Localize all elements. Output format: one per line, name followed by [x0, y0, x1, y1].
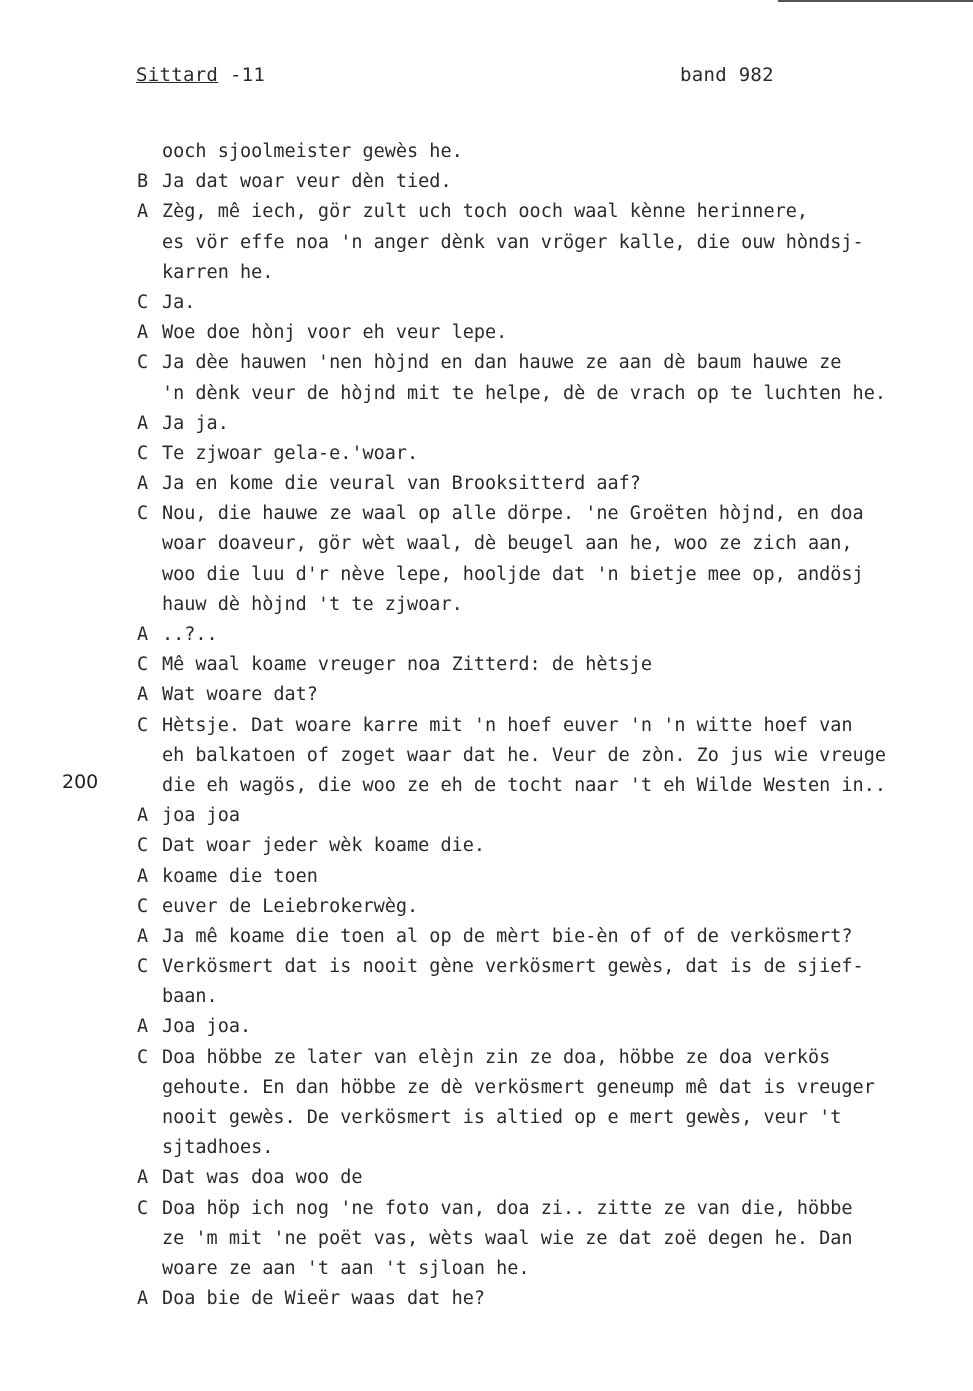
line-text: joa joa	[162, 805, 240, 827]
transcript-line	[0, 499, 973, 529]
speaker-label: C	[137, 442, 149, 464]
speaker-label: A	[137, 322, 149, 344]
speaker-label: A	[137, 473, 149, 495]
line-text: sjtadhoes.	[162, 1137, 274, 1159]
transcript-line	[0, 318, 973, 348]
transcript-line	[0, 892, 973, 922]
speaker-label: C	[137, 503, 149, 525]
speaker-label: A	[137, 1288, 149, 1310]
transcript-line	[0, 288, 973, 318]
transcript-line	[0, 439, 973, 469]
transcript-line	[0, 771, 973, 801]
line-text: Te zjwoar gela-e.'woar.	[162, 442, 419, 464]
line-text: Ja en kome die veural van Brooksitterd aaf?	[162, 473, 641, 495]
transcript-line	[0, 529, 973, 559]
transcript-lines	[0, 137, 973, 1314]
transcript-line	[0, 409, 973, 439]
header-left	[136, 64, 265, 86]
header-band: band 982	[680, 64, 774, 86]
transcript-line	[0, 469, 973, 499]
line-text: Ja.	[162, 291, 196, 313]
line-text: karren he.	[162, 261, 274, 283]
line-text: eh balkatoen of zoget waar dat he. Veur de zòn. Zo jus wie vreuge	[162, 744, 886, 766]
transcript-line	[0, 1163, 973, 1193]
line-text: nooit gewès. De verkösmert is altied op e mert gewès, veur 't	[162, 1107, 842, 1128]
speaker-label: C	[137, 1197, 149, 1219]
transcript-line	[0, 680, 973, 710]
line-text: gehoute. En dan höbbe ze dè verkösmert geneump mê dat is vreuger	[162, 1076, 875, 1098]
line-text: Ja dèe hauwen 'nen hòjnd en dan hauwe ze aan dè baum hauwe ze	[162, 352, 842, 374]
line-text: Joa joa.	[162, 1016, 252, 1038]
transcript-line	[0, 952, 973, 982]
transcript-line	[0, 590, 973, 620]
speaker-label: C	[137, 654, 149, 676]
line-text: baan.	[162, 986, 218, 1008]
speaker-label: A	[137, 1167, 149, 1189]
speaker-label: A	[137, 1016, 149, 1038]
line-text: woare ze aan 't aan 't sjloan he.	[162, 1257, 530, 1279]
line-text: Woe doe hònj voor eh veur lepe.	[162, 322, 508, 344]
speaker-label: A	[137, 684, 149, 706]
transcript-line	[0, 1073, 973, 1103]
line-text: Dat was doa woo de	[162, 1167, 363, 1189]
line-text: 'n dènk veur de hòjnd mit te helpe, dè de vrach op te luchten he.	[162, 382, 886, 404]
transcript-line	[0, 620, 973, 650]
line-text: ooch sjoolmeister gewès he.	[162, 141, 463, 162]
line-text: Wat woare dat?	[162, 684, 318, 706]
speaker-label: A	[137, 624, 149, 645]
line-text: es vör effe noa 'n anger dènk van vröger kalle, die ouw hòndsj-	[162, 231, 864, 253]
transcript-line	[0, 801, 973, 831]
speaker-label: A	[137, 412, 149, 434]
line-text: Ja dat woar veur dèn tied.	[162, 171, 452, 193]
line-text: Nou, die hauwe ze waal op alle dörpe. 'ne Groëten hòjnd, en doa	[162, 503, 864, 525]
transcript-line	[0, 258, 973, 288]
header-place: Sittard	[136, 64, 219, 86]
transcript-line	[0, 1194, 973, 1224]
transcript-line	[0, 197, 973, 227]
line-text: Ja mê koame die toen al op de mèrt bie-èn of of de verkösmert?	[162, 925, 853, 947]
speaker-label: C	[137, 714, 149, 736]
line-text: Doa bie de Wieër waas dat he?	[162, 1288, 486, 1310]
line-text: hauw dè hòjnd 't te zjwoar.	[162, 593, 463, 615]
header-page-number: -11	[229, 64, 266, 86]
transcript-line	[0, 228, 973, 258]
line-text: Verkösmert dat is nooit gène verkösmert gewès, dat is de sjief-	[162, 956, 864, 978]
speaker-label: B	[137, 171, 149, 193]
speaker-label: A	[137, 805, 149, 827]
transcript-line	[0, 560, 973, 590]
transcript-line	[0, 137, 973, 167]
line-text: euver de Leiebrokerwèg.	[162, 895, 419, 917]
speaker-label: C	[137, 1046, 149, 1068]
transcript-line	[0, 862, 973, 892]
line-text: Ja ja.	[162, 412, 229, 434]
line-text: woo die luu d'r nève lepe, hooljde dat 'n bietje mee op, andösj	[162, 563, 864, 585]
transcript-line	[0, 348, 973, 378]
line-text: Zèg, mê iech, gör zult uch toch ooch waal kènne herinnere,	[162, 201, 809, 223]
line-text: die eh wagös, die woo ze eh de tocht naar 't eh Wilde Westen in..	[162, 774, 886, 796]
speaker-label: A	[137, 865, 149, 887]
line-text: Mê waal koame vreuger noa Zitterd: de hètsje	[162, 654, 653, 676]
transcript-line	[0, 1103, 973, 1133]
line-text: koame die toen	[162, 865, 318, 887]
top-edge-rule	[778, 0, 973, 2]
line-text: Dat woar jeder wèk koame die.	[162, 835, 486, 857]
transcript-line	[0, 1043, 973, 1073]
transcript-line	[0, 922, 973, 952]
transcript-line	[0, 167, 973, 197]
line-text: woar doaveur, gör wèt waal, dè beugel aan he, woo ze zich aan,	[162, 533, 853, 555]
transcript-line	[0, 741, 973, 771]
transcript-line	[0, 379, 973, 409]
transcript-line	[0, 831, 973, 861]
speaker-label: A	[137, 201, 149, 223]
line-text: Doa höp ich nog 'ne foto van, doa zi.. zitte ze van die, höbbe	[162, 1197, 853, 1219]
speaker-label: C	[137, 956, 149, 978]
line-text: Hètsje. Dat woare karre mit 'n hoef euver 'n 'n witte hoef van	[162, 714, 853, 736]
line-text: ze 'm mit 'ne poët vas, wèts waal wie ze dat zoë degen he. Dan	[162, 1227, 853, 1249]
transcript-line	[0, 650, 973, 680]
transcript-line	[0, 982, 973, 1012]
transcript-line	[0, 1254, 973, 1284]
speaker-label: C	[137, 835, 149, 857]
speaker-label: A	[137, 925, 149, 947]
margin-line-number: 200	[62, 771, 99, 793]
transcript-line	[0, 1224, 973, 1254]
transcript-line	[0, 711, 973, 741]
transcript-line	[0, 1133, 973, 1163]
transcript-line	[0, 1012, 973, 1042]
speaker-label: C	[137, 352, 149, 374]
line-text: ..?..	[162, 624, 218, 645]
transcript-line	[0, 1284, 973, 1314]
speaker-label: C	[137, 291, 149, 313]
line-text: Doa höbbe ze later van elèjn zin ze doa, höbbe ze doa verkös	[162, 1046, 831, 1068]
speaker-label: C	[137, 895, 149, 917]
